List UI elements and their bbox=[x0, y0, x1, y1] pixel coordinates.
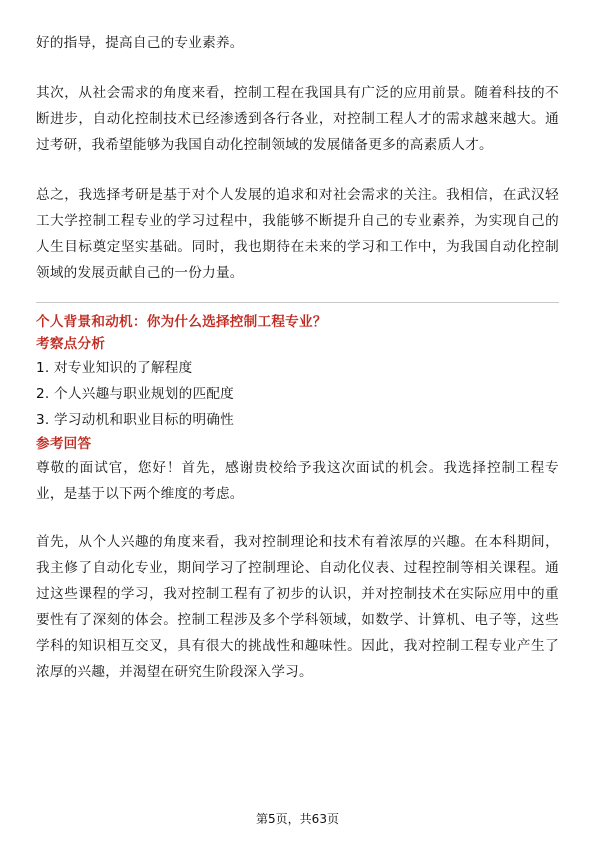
question-title: 个人背景和动机：你为什么选择控制工程专业？ bbox=[36, 314, 327, 330]
paragraph-society-demand: 其次，从社会需求的角度来看，控制工程在我国具有广泛的应用前景。随着科技的不断进步，自动化控制技术已经渗透到各行各业，对控制工程人才的需求越来越大。通过考研，我希望能够为我国自动化控制领域的发展储备更多的高素质人才。 bbox=[36, 85, 559, 153]
analysis-heading: 考察点分析 bbox=[36, 336, 106, 352]
analysis-point: 1. 对专业知识的了解程度 bbox=[36, 360, 193, 376]
analysis-point: 3. 学习动机和职业目标的明确性 bbox=[36, 412, 235, 428]
section-divider bbox=[36, 302, 559, 303]
answer-heading: 参考回答 bbox=[36, 436, 92, 452]
analysis-point: 2. 个人兴趣与职业规划的匹配度 bbox=[36, 386, 235, 402]
document-page bbox=[36, 30, 559, 685]
paragraph-intro-tail: 好的指导，提高自己的专业素养。 bbox=[36, 35, 244, 51]
answer-interest-paragraph: 首先，从个人兴趣的角度来看，我对控制理论和技术有着浓厚的兴趣。在本科期间，我主修了自动化专业，期间学习了控制理论、自动化仪表、过程控制等相关课程。通过这些课程的学习，我对控制工程有了初步的认识，并对控制技术在实际应用中的重要性有了深刻的体会。控制工程涉及多个学科领域，如数学、计算机、电子等，这些学科的知识相互交叉，具有很大的挑战性和趣味性。因此，我对控制工程专业产生了浓厚的兴趣，并渴望在研究生阶段深入学习。 bbox=[36, 534, 559, 680]
page-number-footer: 第5页，共63页 bbox=[256, 812, 339, 826]
paragraph-summary: 总之，我选择考研是基于对个人发展的追求和对社会需求的关注。我相信，在武汉轻工大学控制工程专业的学习过程中，我能够不断提升自己的专业素养，为实现自己的人生目标奠定坚实基础。同时，我也期待在未来的学习和工作中，为我国自动化控制领域的发展贡献自己的一份力量。 bbox=[36, 187, 559, 281]
answer-opening-paragraph: 尊敬的面试官，您好！首先，感谢贵校给予我这次面试的机会。我选择控制工程专业，是基于以下两个维度的考虑。 bbox=[36, 460, 559, 502]
analysis-points-list bbox=[36, 355, 559, 433]
